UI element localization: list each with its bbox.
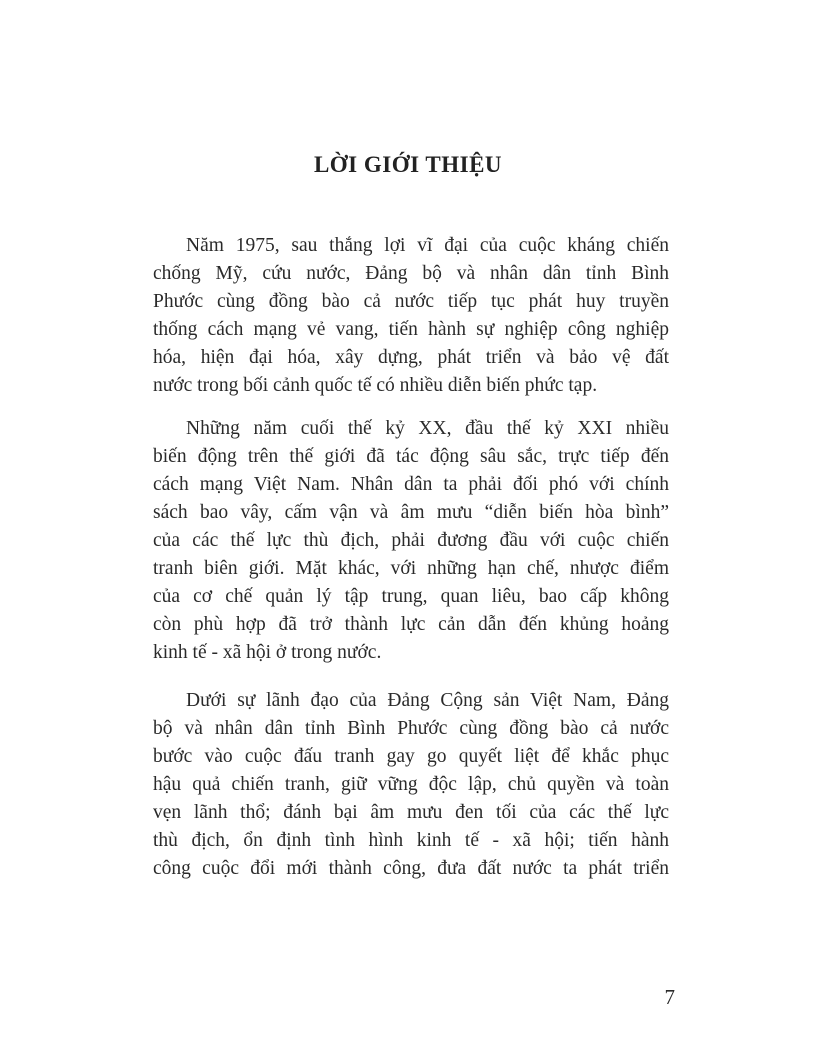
- paragraph-1: [153, 232, 669, 400]
- text-line: chống Mỹ, cứu nước, Đảng bộ và nhân dân tỉnh Bình: [153, 263, 669, 284]
- text-line: nước trong bối cảnh quốc tế có nhiều diễn biến phức tạp.: [153, 375, 598, 396]
- text-line: vẹn lãnh thổ; đánh bại âm mưu đen tối của các thế lực: [153, 802, 669, 823]
- text-line: của cơ chế quản lý tập trung, quan liêu, bao cấp không: [153, 586, 669, 607]
- text-line: công cuộc đổi mới thành công, đưa đất nước ta phát triển: [153, 858, 669, 879]
- text-line: Những năm cuối thế kỷ XX, đầu thế kỷ XXI nhiều: [186, 418, 669, 439]
- text-line: cách mạng Việt Nam. Nhân dân ta phải đối phó với chính: [153, 474, 669, 495]
- text-line: còn phù hợp đã trở thành lực cản dẫn đến khủng hoảng: [153, 614, 669, 635]
- text-line: kinh tế - xã hội ở trong nước.: [153, 642, 382, 663]
- text-line: hậu quả chiến tranh, giữ vững độc lập, chủ quyền và toàn: [153, 774, 669, 795]
- text-line: Phước cùng đồng bào cả nước tiếp tục phát huy truyền: [153, 291, 669, 312]
- page-number: 7: [664, 985, 675, 1009]
- text-line: thù địch, ổn định tình hình kinh tế - xã hội; tiến hành: [153, 830, 669, 851]
- paragraph-2: [153, 415, 669, 667]
- text-line: của các thế lực thù địch, phải đương đầu với cuộc chiến: [153, 530, 669, 551]
- text-line: Dưới sự lãnh đạo của Đảng Cộng sản Việt Nam, Đảng: [186, 690, 669, 711]
- text-line: sách bao vây, cấm vận và âm mưu “diễn biến hòa bình”: [153, 502, 669, 523]
- text-line: bước vào cuộc đấu tranh gay go quyết liệt để khắc phục: [153, 746, 669, 767]
- page-title: LỜI GIỚI THIỆU: [313, 152, 503, 177]
- text-line: bộ và nhân dân tỉnh Bình Phước cùng đồng bào cả nước: [153, 718, 669, 739]
- paragraph-3: [153, 687, 669, 883]
- text-line: biến động trên thế giới đã tác động sâu sắc, trực tiếp đến: [153, 446, 669, 467]
- text-line: hóa, hiện đại hóa, xây dựng, phát triển và bảo vệ đất: [153, 347, 669, 368]
- text-line: thống cách mạng vẻ vang, tiến hành sự nghiệp công nghiệp: [153, 319, 669, 340]
- text-line: tranh biên giới. Mặt khác, với những hạn chế, nhược điểm: [153, 558, 669, 579]
- text-line: Năm 1975, sau thắng lợi vĩ đại của cuộc kháng chiến: [186, 235, 669, 256]
